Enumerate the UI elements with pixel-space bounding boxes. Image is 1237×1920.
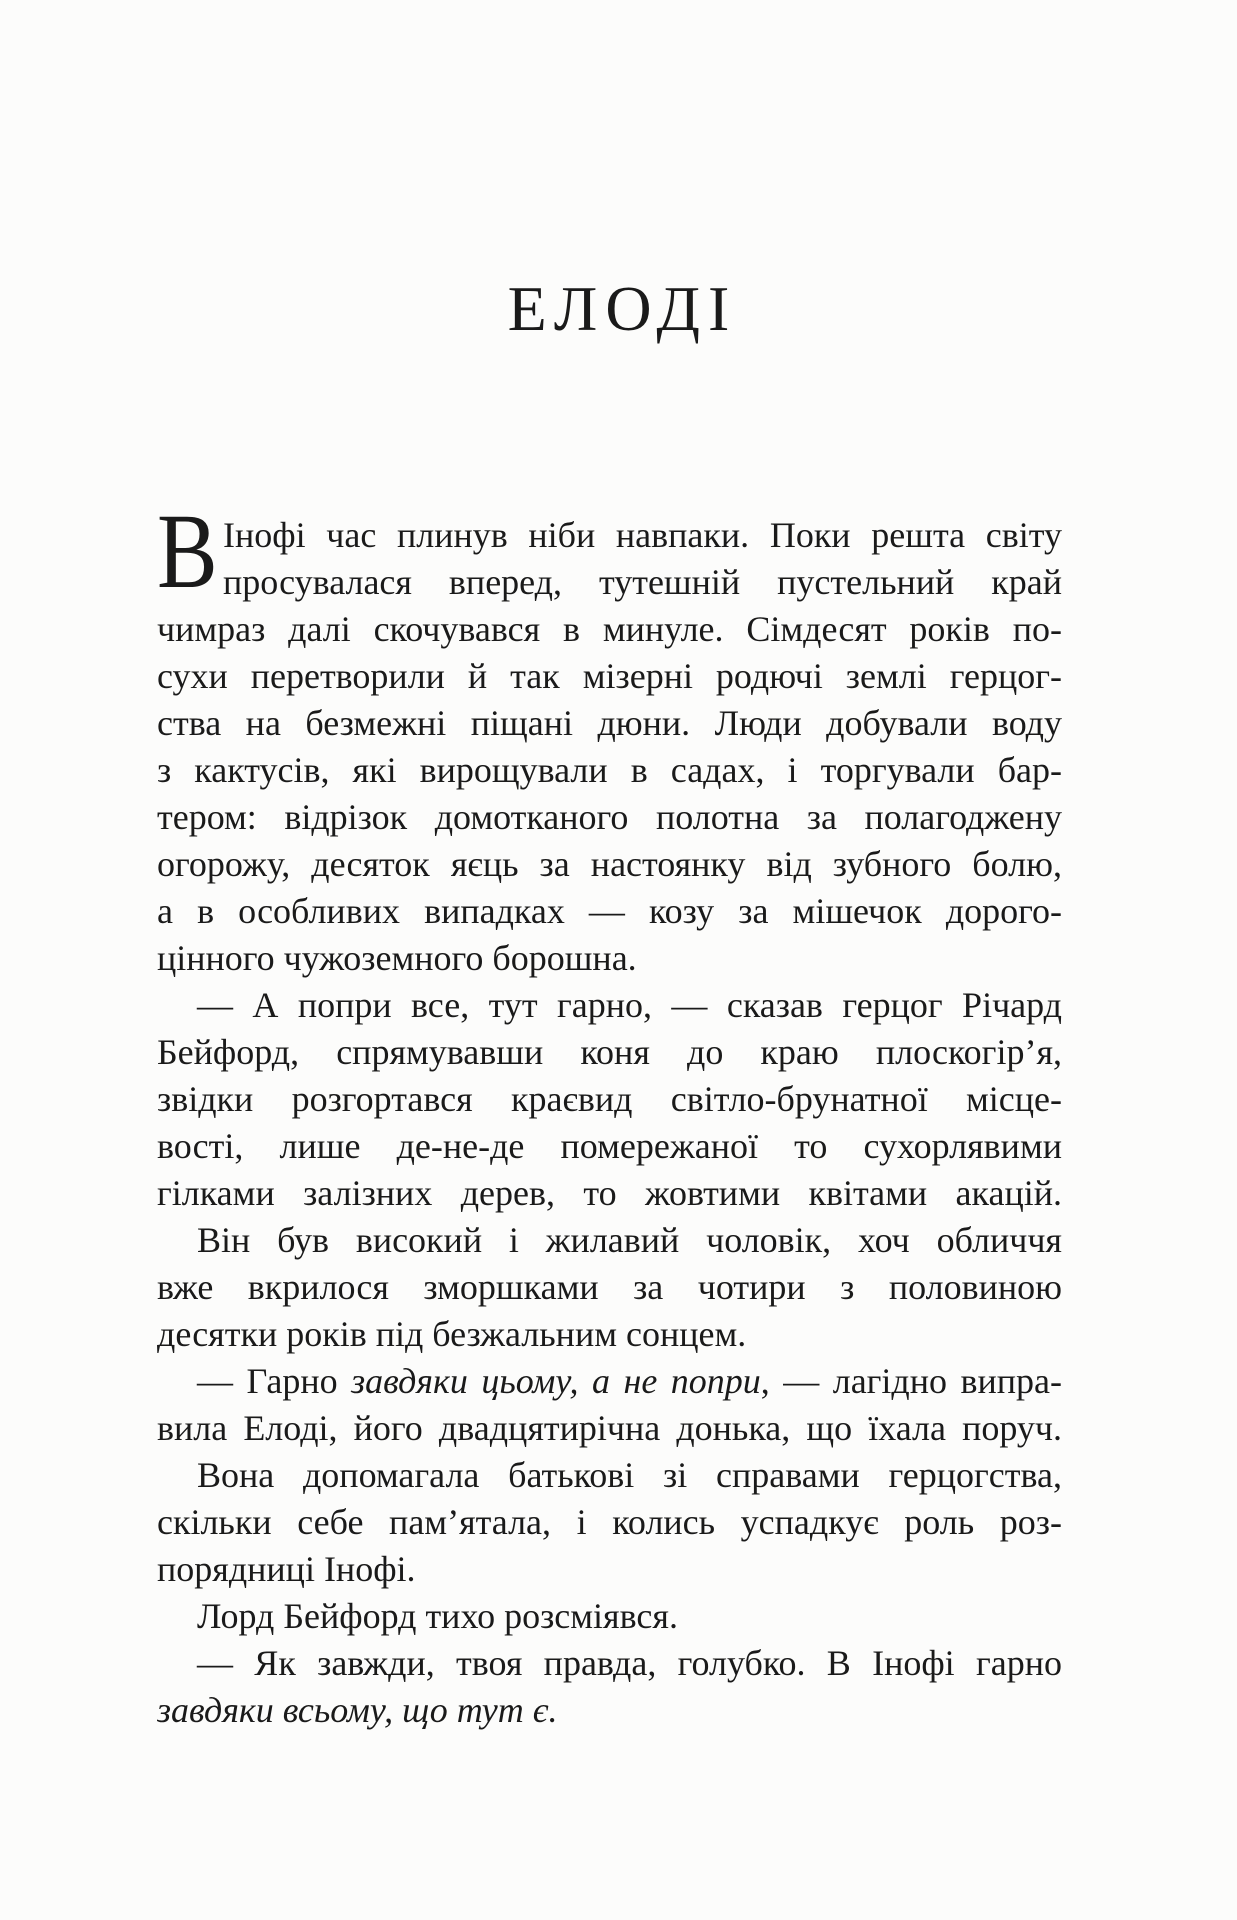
text-segment: завдяки всьому, що тут є. — [157, 1690, 558, 1730]
text-segment: огорожу, десяток яєць за настоянку від зубного болю, — [157, 844, 1062, 884]
text-segment: — Як завжди, твоя правда, голубко. В Інофі гарно — [197, 1643, 1062, 1683]
text-segment: вже вкрилося зморшками за чотири з половиною — [157, 1267, 1062, 1307]
text-line — [157, 794, 1062, 841]
text-segment: — Гарно — [197, 1361, 352, 1401]
text-line — [223, 559, 1062, 606]
text-line — [157, 747, 1062, 794]
text-segment: вості, лише де-не-де помережаної то сухорлявими — [157, 1126, 1062, 1166]
text-segment: скільки себе пам’ятала, і колись успадкує роль роз- — [157, 1502, 1062, 1542]
text-segment: Він був високий і жилавий чоловік, хоч обличчя — [197, 1220, 1062, 1260]
text-segment: звідки розгортався краєвид світло-брунатної місце- — [157, 1079, 1062, 1119]
text-segment: Лорд Бейфорд тихо розсміявся. — [197, 1596, 678, 1636]
text-line — [157, 1358, 1062, 1405]
text-segment: Вона допомагала батькові зі справами герцогства, — [197, 1455, 1062, 1495]
text-segment: , — лагідно випра- — [760, 1361, 1062, 1401]
text-line — [157, 841, 1062, 888]
text-line — [157, 653, 1062, 700]
text-line — [157, 1452, 1062, 1499]
text-segment: чимраз далі скочувався в минуле. Сімдесят років по- — [157, 609, 1062, 649]
text-segment: завдяки цьому, а не попри — [351, 1361, 761, 1401]
text-segment: Інофі час плинув ніби навпаки. Поки решта світу — [223, 515, 1062, 555]
text-segment: цінного чужоземного борошна. — [157, 938, 637, 978]
body-text — [157, 493, 1062, 1734]
text-line — [157, 1123, 1062, 1170]
text-line — [157, 700, 1062, 747]
text-segment: тером: відрізок домотканого полотна за полагоджену — [157, 797, 1062, 837]
chapter-title: ЕЛОДІ — [507, 273, 738, 344]
drop-cap: В — [157, 493, 218, 611]
text-segment: сухи перетворили й так мізерні родючі землі герцог- — [157, 656, 1062, 696]
text-segment: з кактусів, які вирощували в садах, і торгували бар- — [157, 750, 1062, 790]
text-line — [157, 1264, 1062, 1311]
text-line — [157, 982, 1062, 1029]
text-line — [223, 512, 1062, 559]
text-segment: порядниці Інофі. — [157, 1549, 416, 1589]
text-line — [157, 1311, 1062, 1358]
text-line — [157, 1546, 1062, 1593]
text-line — [157, 1170, 1062, 1217]
text-line — [157, 1217, 1062, 1264]
text-segment: ства на безмежні піщані дюни. Люди добували воду — [157, 703, 1062, 743]
text-line — [157, 1593, 1062, 1640]
text-line — [157, 1640, 1062, 1687]
text-line — [157, 1405, 1062, 1452]
text-segment: просувалася вперед, тутешній пустельний край — [223, 562, 1062, 602]
text-line — [157, 1076, 1062, 1123]
text-line — [157, 606, 1062, 653]
text-segment: а в особливих випадках — козу за мішечок дорого- — [157, 891, 1062, 931]
text-line — [157, 1687, 1062, 1734]
text-line — [157, 1029, 1062, 1076]
text-line — [157, 935, 1062, 982]
text-line — [157, 888, 1062, 935]
text-segment: Бейфорд, спрямувавши коня до краю плоскогір’я, — [157, 1032, 1062, 1072]
text-segment: десятки років під безжальним сонцем. — [157, 1314, 747, 1354]
text-segment: вила Елоді, його двадцятирічна донька, що їхала поруч. — [157, 1408, 1062, 1448]
text-segment: — А попри все, тут гарно, — сказав герцог Річард — [197, 985, 1062, 1025]
text-line — [157, 1499, 1062, 1546]
text-segment: гілками залізних дерев, то жовтими квітами акацій. — [157, 1173, 1062, 1213]
